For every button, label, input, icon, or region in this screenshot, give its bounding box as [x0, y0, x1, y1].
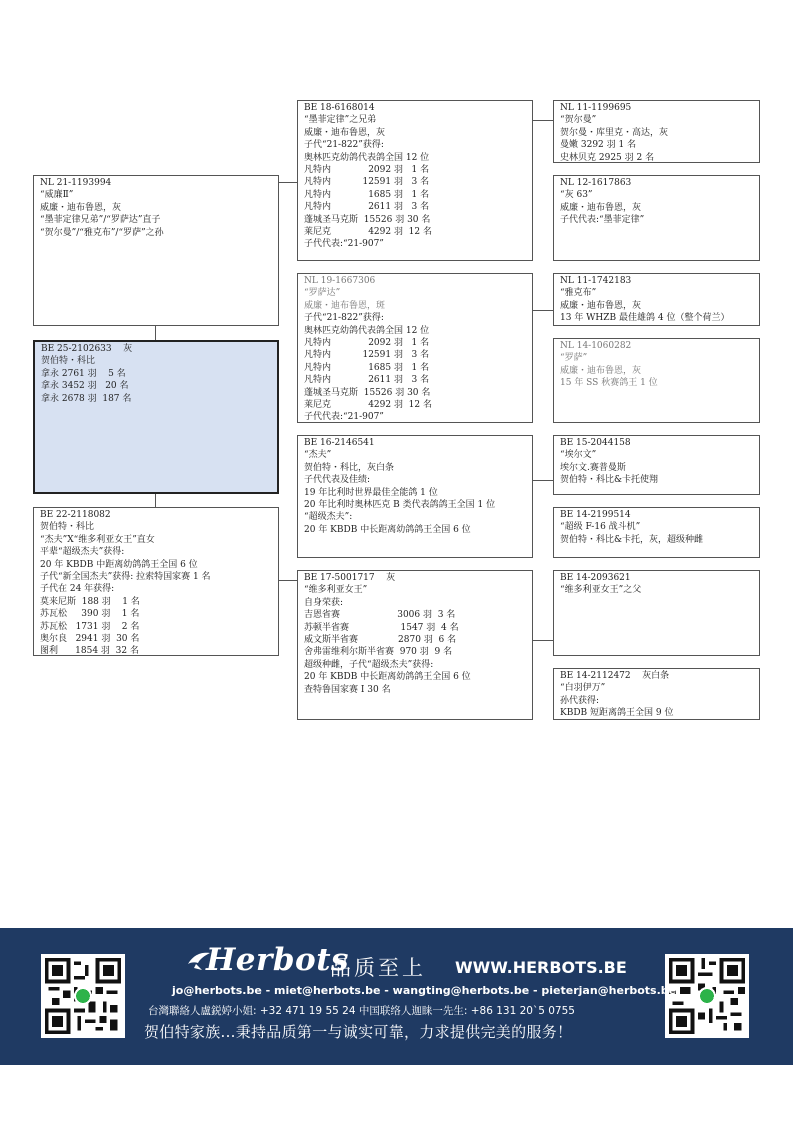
text-line: NL 19-1667306 — [304, 276, 376, 286]
text-line: 凡特内 2611 羽 3 名 — [304, 202, 430, 213]
text-line: 奥尔良 2941 羽 30 名 — [40, 634, 140, 645]
text-line: 凡特内 2611 羽 3 名 — [304, 375, 430, 386]
text-line: “灰 63” — [560, 190, 593, 201]
text-line: 曼嫩 3292 羽 1 名 — [560, 140, 637, 151]
text-line: “贺尔曼” — [560, 115, 597, 126]
text-line: 子代代表及佳绩: — [304, 475, 371, 486]
brand-name: Herbots — [206, 942, 349, 978]
contact-numbers: 台灣聯絡人盧鋭婷小姐: +32 471 19 55 24 中国联络人迦睐一先生: +86 131 20`5 0755 — [148, 1005, 575, 1017]
text-line: 贺伯特・科比&卡托，灰，超级种雌 — [560, 534, 704, 545]
connector — [533, 640, 553, 641]
text-line: 凡特内 2092 羽 1 名 — [304, 338, 430, 349]
text-line: NL 11-1742183 — [560, 276, 632, 286]
text-line: 苏顿半省赛 1547 羽 4 名 — [304, 622, 459, 633]
text-line: 威廉・迪布鲁恩，灰 — [560, 202, 642, 213]
text-line: NL 11-1199695 — [560, 103, 632, 113]
text-line: NL 14-1060282 — [560, 341, 632, 351]
text-line: 莱尼克 4292 羽 12 名 — [304, 400, 432, 411]
text-line: “杰夫”X“维多利亚女王”直女 — [40, 534, 155, 545]
text-line: “贺尔曼”/“雅克布”/“罗萨”之孙 — [40, 227, 164, 238]
text-line: 贺尔曼・库里克・高达，灰 — [560, 127, 669, 138]
grandsire-maternal-card — [297, 435, 533, 558]
great-grandparent-card — [553, 668, 760, 720]
text-line: 自身荣获: — [304, 597, 344, 608]
connector — [279, 182, 297, 183]
text-line: “超级杰夫”: — [304, 512, 353, 523]
great-grandparent-card — [553, 273, 760, 326]
text-line: 凡特内 1685 羽 1 名 — [304, 189, 430, 200]
connector — [155, 493, 156, 507]
text-line: “罗萨” — [560, 353, 588, 364]
text-line: “埃尔文” — [560, 450, 597, 461]
text-line: 子代“21-822”获得: — [304, 313, 384, 324]
text-line: 拿永 2761 羽 5 名 — [41, 368, 126, 379]
text-line: 莫来尼斯 188 羽 1 名 — [40, 596, 140, 607]
text-line: 蓬城圣马克斯 15526 羽 30 名 — [304, 214, 431, 225]
great-grandparent-card — [553, 435, 760, 495]
text-line: 史林贝克 2925 羽 2 名 — [560, 152, 655, 163]
text-line: 拿永 2678 羽 187 名 — [41, 393, 132, 404]
text-line: “超级 F-16 战斗机” — [560, 522, 641, 533]
text-line: BE 18-6168014 — [304, 103, 375, 113]
text-line: BE 15-2044158 — [560, 438, 631, 448]
text-line: 苏瓦松 1731 羽 2 名 — [40, 621, 140, 632]
text-line: BE 16-2146541 — [304, 438, 375, 448]
brand-slogan: 品质至上 — [330, 956, 426, 980]
text-line: 凡特内 12591 羽 3 名 — [304, 350, 430, 361]
text-line: 凡特内 12591 羽 3 名 — [304, 177, 430, 188]
connector — [533, 120, 553, 121]
text-line: 威廉・迪布鲁恩，灰 — [304, 127, 386, 138]
text-line: 子代代表:“21-907” — [304, 412, 384, 423]
email-addresses[interactable]: jo@herbots.be - miet@herbots.be - wangting@herbots.be - pieterjan@herbots.be — [172, 984, 677, 997]
qr-code-icon — [41, 954, 125, 1038]
text-line: 威廉・迪布鲁恩，斑 — [304, 300, 386, 311]
text-line: BE 14-2112472 灰白条 — [560, 671, 670, 681]
connector — [155, 326, 156, 340]
text-line: BE 14-2199514 — [560, 510, 631, 520]
text-line: 15 年 SS 秋赛鸽王 1 位 — [560, 378, 658, 389]
text-line: “雅克布” — [560, 288, 597, 299]
company-motto: 贺伯特家族...秉持品质第一与诚实可靠，力求提供完美的服务！ — [144, 1023, 573, 1041]
text-line: 查特鲁国家赛 I 30 名 — [304, 684, 391, 695]
footer-banner — [0, 928, 793, 1065]
text-line: 贺伯特・科比 — [41, 356, 96, 367]
text-line: 20 年比利时奥林匹克 B 类代表鸽鸽王全国 1 位 — [304, 500, 496, 511]
text-line: 贺伯特・科比&卡托使翔 — [560, 475, 659, 486]
text-line: 威廉・迪布鲁恩，灰 — [40, 202, 122, 213]
text-line: 19 年比利时世界最佳全能鸽 1 位 — [304, 487, 438, 498]
text-line: 贺伯特・科比，灰白条 — [304, 462, 395, 473]
text-line: “威廉Ⅱ” — [40, 190, 74, 201]
great-grandparent-card — [553, 507, 760, 558]
great-grandparent-card — [553, 175, 760, 261]
text-line: 贺伯特・科比 — [40, 522, 95, 533]
text-line: 威廉・迪布鲁恩，灰 — [560, 300, 642, 311]
website-link[interactable]: WWW.HERBOTS.BE — [455, 958, 627, 977]
text-line: 子代“新全国杰夫”获得: 拉索特国家赛 1 名 — [40, 572, 211, 583]
wechat-icon — [665, 954, 749, 1038]
text-line: BE 17-5001717 灰 — [304, 573, 396, 583]
great-grandparent-card — [553, 100, 760, 163]
text-line: NL 21-1193994 — [40, 178, 112, 188]
grandsire-paternal-card — [297, 100, 533, 261]
text-line: 莱尼克 4292 羽 12 名 — [304, 227, 432, 238]
text-line: 威廉・迪布鲁恩，灰 — [560, 365, 642, 376]
text-line: BE 14-2093621 — [560, 573, 631, 583]
connector — [533, 480, 553, 481]
text-line: “维多利亚女王”之父 — [560, 585, 642, 596]
text-line: 平辈“超级杰夫”获得: — [40, 547, 125, 558]
text-line: 凡特内 1685 羽 1 名 — [304, 362, 430, 373]
text-line: 拿永 3452 羽 20 名 — [41, 381, 129, 392]
great-grandparent-card — [553, 570, 760, 656]
granddam-paternal-card — [297, 273, 533, 423]
granddam-maternal-card — [297, 570, 533, 720]
great-grandparent-card — [553, 338, 760, 423]
text-line: 孙代获得: — [560, 695, 600, 706]
text-line: 舍弗雷维利尔斯半省赛 970 羽 9 名 — [304, 647, 453, 658]
text-line: 13 年 WHZB 最佳雄鸽 4 位（整个荷兰） — [560, 313, 730, 324]
text-line: BE 25-2102633 灰 — [41, 344, 133, 354]
connector — [533, 310, 553, 311]
text-line: 凡特内 2092 羽 1 名 — [304, 165, 430, 176]
subject-bird-card — [33, 340, 279, 494]
text-line: NL 12-1617863 — [560, 178, 632, 188]
text-line: 子代“21-822”获得: — [304, 140, 384, 151]
dam-card — [33, 507, 279, 656]
sire-card — [33, 175, 279, 326]
text-line: 苏瓦松 390 羽 1 名 — [40, 609, 140, 620]
text-line: 奥林匹克幼鸽代表鸽全国 12 位 — [304, 325, 430, 336]
connector — [279, 580, 297, 581]
text-line: “罗萨达” — [304, 288, 341, 299]
text-line: BE 22-2118082 — [40, 510, 111, 520]
text-line: 超级种雌，子代“超级杰夫”获得: — [304, 659, 434, 670]
text-line: 子代代表:“墨菲定律” — [560, 215, 645, 226]
text-line: 吉恩省赛 3006 羽 3 名 — [304, 610, 456, 621]
text-line: “墨菲定律兄弟”/“罗萨达”直子 — [40, 215, 161, 226]
text-line: “墨菲定律”之兄弟 — [304, 115, 377, 126]
text-line: KBDB 短距离鸽王全国 9 位 — [560, 708, 674, 719]
text-line: “白羽伊万” — [560, 683, 606, 694]
text-line: 20 年 KBDB 中距离幼鸽鸽王全国 6 位 — [40, 559, 198, 570]
text-line: “杰夫” — [304, 450, 332, 461]
text-line: 威文斯半省赛 2870 羽 6 名 — [304, 635, 457, 646]
text-line: 蓬城圣马克斯 15526 羽 30 名 — [304, 387, 431, 398]
text-line: 20 年 KBDB 中长距离幼鸽鸽王全国 6 位 — [304, 524, 471, 535]
text-line: 20 年 KBDB 中长距离幼鸽鸽王全国 6 位 — [304, 672, 471, 683]
text-line: 子代在 24 年获得: — [40, 584, 115, 595]
text-line: 奥林匹克幼鸽代表鸽全国 12 位 — [304, 152, 430, 163]
text-line: 图利 1854 羽 32 名 — [40, 646, 139, 656]
text-line: 埃尔文.赛普曼斯 — [560, 462, 626, 473]
text-line: 子代代表:“21-907” — [304, 239, 384, 250]
text-line: “维多利亚女王” — [304, 585, 368, 596]
